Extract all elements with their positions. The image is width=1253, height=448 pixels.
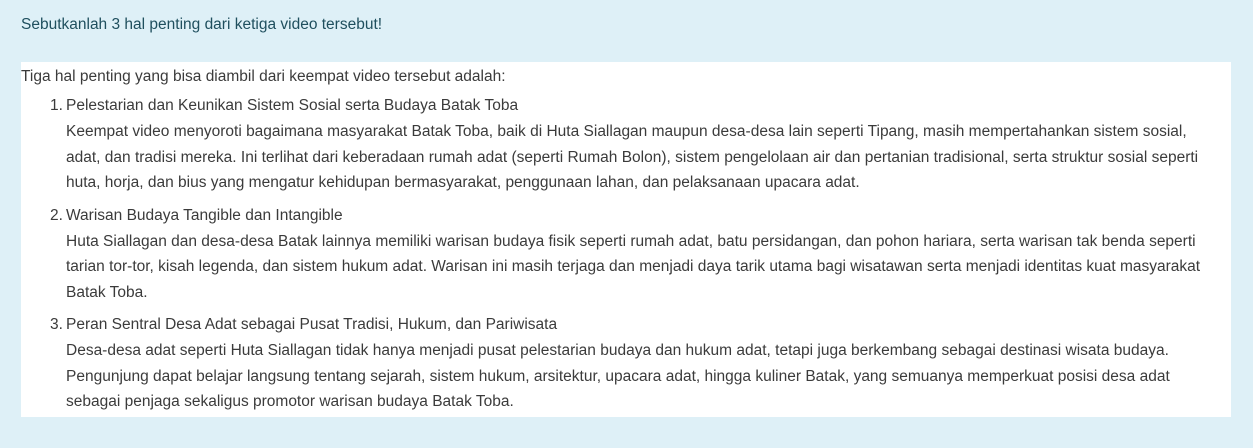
item-title: Pelestarian dan Keunikan Sistem Sosial serta Budaya Batak Toba [66, 97, 519, 114]
answer-list-item [21, 93, 1231, 196]
item-title: Warisan Budaya Tangible dan Intangible [66, 206, 343, 224]
item-body: Huta Siallagan dan desa-desa Batak lainnya memiliki warisan budaya fisik seperti rumah adat, batu persidangan, dan pohon hariara, serta warisan tak benda seperti tarian tor-tor, kisah legenda, dan sistem hukum adat. Warisan ini masih terjaga dan menjadi daya tarik utama bagi wisatawan serta menjadi identitas kuat masyarakat Batak Toba. [66, 232, 1201, 301]
item-title: Peran Sentral Desa Adat sebagai Pusat Tradisi, Hukum, dan Pariwisata [66, 316, 558, 333]
answer-intro: Tiga hal penting yang bisa diambil dari keempat video tersebut adalah: [21, 68, 506, 85]
item-body: Desa-desa adat seperti Huta Siallagan tidak hanya menjadi pusat pelestarian budaya dan hukum adat, tetapi juga berkembang sebagai destinasi wisata budaya. Pengunjung dapat belajar langsung tentang sejarah, sistem hukum, arsitektur, upacara adat, hingga kuliner Batak, yang semuanya memperkuat posisi desa adat sebagai penjaga sekaligus promotor warisan budaya Batak Toba. [66, 342, 1170, 410]
answer-list-item [21, 203, 1231, 306]
answer-box [21, 62, 1231, 417]
answer-list-item [21, 312, 1231, 415]
item-body: Keempat video menyoroti bagaimana masyarakat Batak Toba, baik di Huta Siallagan maupun desa-desa lain seperti Tipang, masih mempertahankan sistem sosial, adat, dan tradisi mereka. Ini terlihat dari keberadaan rumah adat (seperti Rumah Bolon), sistem pengelolaan air dan pertanian tradisional, serta struktur sosial seperti huta, horja, dan bius yang mengatur kehidupan bermasyarakat, penggunaan lahan, dan pelaksanaan upacara adat. [66, 123, 1199, 191]
item-number: 1. [50, 97, 63, 114]
answer-list [21, 93, 1231, 415]
item-number: 3. [50, 316, 63, 333]
question-text: Sebutkanlah 3 hal penting dari ketiga video tersebut! [21, 16, 383, 33]
item-number: 2. [50, 206, 63, 224]
